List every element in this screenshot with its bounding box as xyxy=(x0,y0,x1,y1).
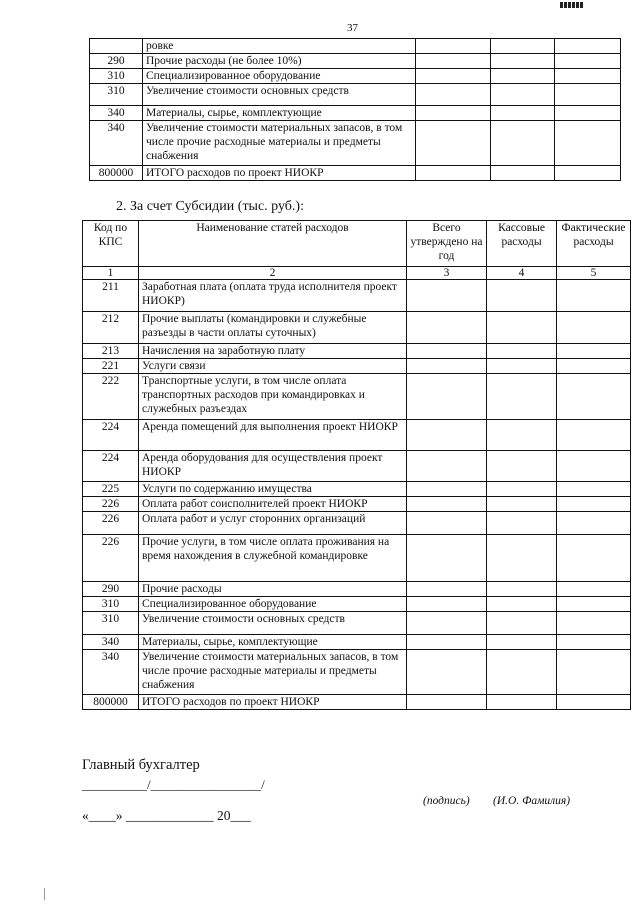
value-cell-cash[interactable] xyxy=(491,39,555,54)
value-cell-cash[interactable] xyxy=(487,451,557,482)
table-row xyxy=(83,420,631,451)
row-code: 226 xyxy=(83,497,139,512)
row-name: Материалы, сырье, комплектующие xyxy=(139,635,407,650)
table-row xyxy=(83,650,631,695)
row-name: Прочие выплаты (командировки и служебные разъезды в части оплаты суточных) xyxy=(139,312,407,344)
table-row xyxy=(83,695,631,710)
row-code: 224 xyxy=(83,451,139,482)
value-cell-actual[interactable] xyxy=(555,54,621,69)
value-cell-actual[interactable] xyxy=(555,84,621,106)
value-cell-actual[interactable] xyxy=(557,482,631,497)
table-row xyxy=(90,54,621,69)
value-cell-cash[interactable] xyxy=(487,312,557,344)
row-name: Начисления на заработную плату xyxy=(139,344,407,359)
row-name: Заработная плата (оплата труда исполнителя проект НИОКР) xyxy=(139,280,407,312)
table-row xyxy=(83,482,631,497)
row-code: 221 xyxy=(83,359,139,374)
value-cell-approved[interactable] xyxy=(407,612,487,635)
row-code: 340 xyxy=(90,121,143,166)
value-cell-approved[interactable] xyxy=(407,497,487,512)
row-code: 224 xyxy=(83,420,139,451)
value-cell-actual[interactable] xyxy=(557,650,631,695)
row-name: Аренда помещений для выполнения проект НИОКР xyxy=(139,420,407,451)
row-code: 212 xyxy=(83,312,139,344)
row-name: Увеличение стоимости материальных запасов, в том числе прочие расходные материалы и предметы снабжения xyxy=(139,650,407,695)
value-cell-cash[interactable] xyxy=(487,482,557,497)
scan-edge-mark xyxy=(44,888,45,900)
table-row xyxy=(90,121,621,166)
value-cell-actual[interactable] xyxy=(557,374,631,420)
value-cell-cash[interactable] xyxy=(487,420,557,451)
row-name: Транспортные услуги, в том числе оплата транспортных расходов при командировках и служебных разъездах xyxy=(139,374,407,420)
value-cell-actual[interactable] xyxy=(555,121,621,166)
row-code: 310 xyxy=(90,69,143,84)
row-name: Увеличение стоимости основных средств xyxy=(143,84,416,106)
value-cell-approved[interactable] xyxy=(407,535,487,582)
value-cell-approved[interactable] xyxy=(407,451,487,482)
row-code: 340 xyxy=(83,635,139,650)
header-approved: Всего утверждено на год xyxy=(407,221,487,267)
row-name: Увеличение стоимости материальных запасов, в том числе прочие расходные материалы и предметы снабжения xyxy=(143,121,416,166)
value-cell-cash[interactable] xyxy=(487,374,557,420)
table-row xyxy=(83,451,631,482)
header-actual: Фактические расходы xyxy=(557,221,631,267)
value-cell-cash[interactable] xyxy=(487,497,557,512)
row-code: 222 xyxy=(83,374,139,420)
row-code xyxy=(90,39,143,54)
row-name: Специализированное оборудование xyxy=(143,69,416,84)
row-name: Материалы, сырье, комплектующие xyxy=(143,106,416,121)
value-cell-cash[interactable] xyxy=(487,650,557,695)
value-cell-actual[interactable] xyxy=(557,344,631,359)
value-cell-approved[interactable] xyxy=(407,344,487,359)
column-number: 1 xyxy=(83,267,139,280)
value-cell-approved[interactable] xyxy=(407,650,487,695)
value-cell-approved[interactable] xyxy=(407,359,487,374)
value-cell-approved[interactable] xyxy=(407,280,487,312)
table-row xyxy=(90,84,621,106)
row-name: ИТОГО расходов по проект НИОКР xyxy=(139,695,407,710)
table-row xyxy=(83,612,631,635)
row-code: 290 xyxy=(83,582,139,597)
column-number: 2 xyxy=(139,267,407,280)
value-cell-cash[interactable] xyxy=(487,359,557,374)
value-cell-approved[interactable] xyxy=(407,695,487,710)
signer-role: Главный бухгалтер xyxy=(82,757,200,773)
value-cell-actual[interactable] xyxy=(557,280,631,312)
value-cell-actual[interactable] xyxy=(557,582,631,597)
table-row xyxy=(83,344,631,359)
value-cell-approved[interactable] xyxy=(407,597,487,612)
value-cell-approved[interactable] xyxy=(407,512,487,535)
row-name: Увеличение стоимости основных средств xyxy=(139,612,407,635)
value-cell-actual[interactable] xyxy=(555,106,621,121)
table-row xyxy=(83,312,631,344)
value-cell-approved[interactable] xyxy=(416,39,491,54)
value-cell-approved[interactable] xyxy=(407,420,487,451)
value-cell-actual[interactable] xyxy=(557,497,631,512)
value-cell-cash[interactable] xyxy=(487,512,557,535)
table-row xyxy=(83,280,631,312)
table-row xyxy=(83,635,631,650)
value-cell-approved[interactable] xyxy=(416,106,491,121)
value-cell-actual[interactable] xyxy=(557,612,631,635)
value-cell-approved[interactable] xyxy=(416,166,491,181)
row-code: 340 xyxy=(90,106,143,121)
row-code: 340 xyxy=(83,650,139,695)
value-cell-cash[interactable] xyxy=(487,344,557,359)
value-cell-cash[interactable] xyxy=(487,535,557,582)
value-cell-cash[interactable] xyxy=(487,612,557,635)
value-cell-approved[interactable] xyxy=(416,69,491,84)
row-code: 211 xyxy=(83,280,139,312)
date-line: «____» _____________ 20___ xyxy=(82,808,251,823)
value-cell-cash[interactable] xyxy=(487,635,557,650)
value-cell-cash[interactable] xyxy=(491,54,555,69)
table-row xyxy=(90,69,621,84)
row-name: ИТОГО расходов по проект НИОКР xyxy=(143,166,416,181)
value-cell-approved[interactable] xyxy=(407,635,487,650)
column-number: 5 xyxy=(557,267,631,280)
row-code: 226 xyxy=(83,535,139,582)
row-code: 290 xyxy=(90,54,143,69)
value-cell-cash[interactable] xyxy=(491,106,555,121)
value-cell-cash[interactable] xyxy=(487,280,557,312)
value-cell-approved[interactable] xyxy=(407,582,487,597)
value-cell-actual[interactable] xyxy=(555,39,621,54)
value-cell-actual[interactable] xyxy=(555,166,621,181)
header-code: Код по КПС xyxy=(83,221,139,267)
table-row xyxy=(83,535,631,582)
value-cell-cash[interactable] xyxy=(491,69,555,84)
value-cell-approved[interactable] xyxy=(407,482,487,497)
row-code: 226 xyxy=(83,512,139,535)
row-code: 800000 xyxy=(83,695,139,710)
expenses-table-continued xyxy=(89,38,621,181)
value-cell-cash[interactable] xyxy=(491,84,555,106)
header-name: Наименование статей расходов xyxy=(139,221,407,267)
row-name: Аренда оборудования для осуществления проект НИОКР xyxy=(139,451,407,482)
row-name: Услуги связи xyxy=(139,359,407,374)
value-cell-actual[interactable] xyxy=(557,359,631,374)
value-cell-actual[interactable] xyxy=(557,420,631,451)
row-code: 310 xyxy=(83,612,139,635)
value-cell-actual[interactable] xyxy=(557,597,631,612)
scan-mark xyxy=(560,0,584,10)
value-cell-cash[interactable] xyxy=(491,166,555,181)
signature-line: __________/_________________/ xyxy=(82,777,265,792)
header-cash: Кассовые расходы xyxy=(487,221,557,267)
value-cell-actual[interactable] xyxy=(555,69,621,84)
row-name: Прочие расходы xyxy=(139,582,407,597)
row-code: 310 xyxy=(83,597,139,612)
value-cell-actual[interactable] xyxy=(557,635,631,650)
page-number: 37 xyxy=(347,22,358,34)
value-cell-actual[interactable] xyxy=(557,312,631,344)
value-cell-actual[interactable] xyxy=(557,695,631,710)
row-code: 225 xyxy=(83,482,139,497)
row-name: ровке xyxy=(143,39,416,54)
value-cell-approved[interactable] xyxy=(416,54,491,69)
table-row xyxy=(83,597,631,612)
value-cell-approved[interactable] xyxy=(416,121,491,166)
signature-caption: (подпись) xyxy=(423,795,470,807)
value-cell-approved[interactable] xyxy=(407,312,487,344)
row-name: Оплата работ соисполнителей проект НИОКР xyxy=(139,497,407,512)
row-name: Прочие услуги, в том числе оплата проживания на время нахождения в служебной командировке xyxy=(139,535,407,582)
value-cell-actual[interactable] xyxy=(557,512,631,535)
row-name: Специализированное оборудование xyxy=(139,597,407,612)
row-code: 213 xyxy=(83,344,139,359)
value-cell-cash[interactable] xyxy=(487,597,557,612)
row-code: 800000 xyxy=(90,166,143,181)
row-name: Оплата работ и услуг сторонних организаций xyxy=(139,512,407,535)
table-row xyxy=(90,166,621,181)
subsidy-expenses-table xyxy=(82,220,631,710)
value-cell-cash[interactable] xyxy=(491,121,555,166)
value-cell-actual[interactable] xyxy=(557,451,631,482)
table-row xyxy=(83,374,631,420)
column-number: 3 xyxy=(407,267,487,280)
section-title: 2. За счет Субсидии (тыс. руб.): xyxy=(116,199,304,214)
table-row xyxy=(83,359,631,374)
name-caption: (И.О. Фамилия) xyxy=(493,795,571,807)
row-name: Услуги по содержанию имущества xyxy=(139,482,407,497)
row-name: Прочие расходы (не более 10%) xyxy=(143,54,416,69)
value-cell-approved[interactable] xyxy=(416,84,491,106)
table-row xyxy=(83,497,631,512)
value-cell-cash[interactable] xyxy=(487,582,557,597)
table-row xyxy=(83,582,631,597)
table-row xyxy=(90,39,621,54)
value-cell-actual[interactable] xyxy=(557,535,631,582)
table-row xyxy=(90,106,621,121)
table-row xyxy=(83,512,631,535)
row-code: 310 xyxy=(90,84,143,106)
column-number: 4 xyxy=(487,267,557,280)
value-cell-cash[interactable] xyxy=(487,695,557,710)
value-cell-approved[interactable] xyxy=(407,374,487,420)
